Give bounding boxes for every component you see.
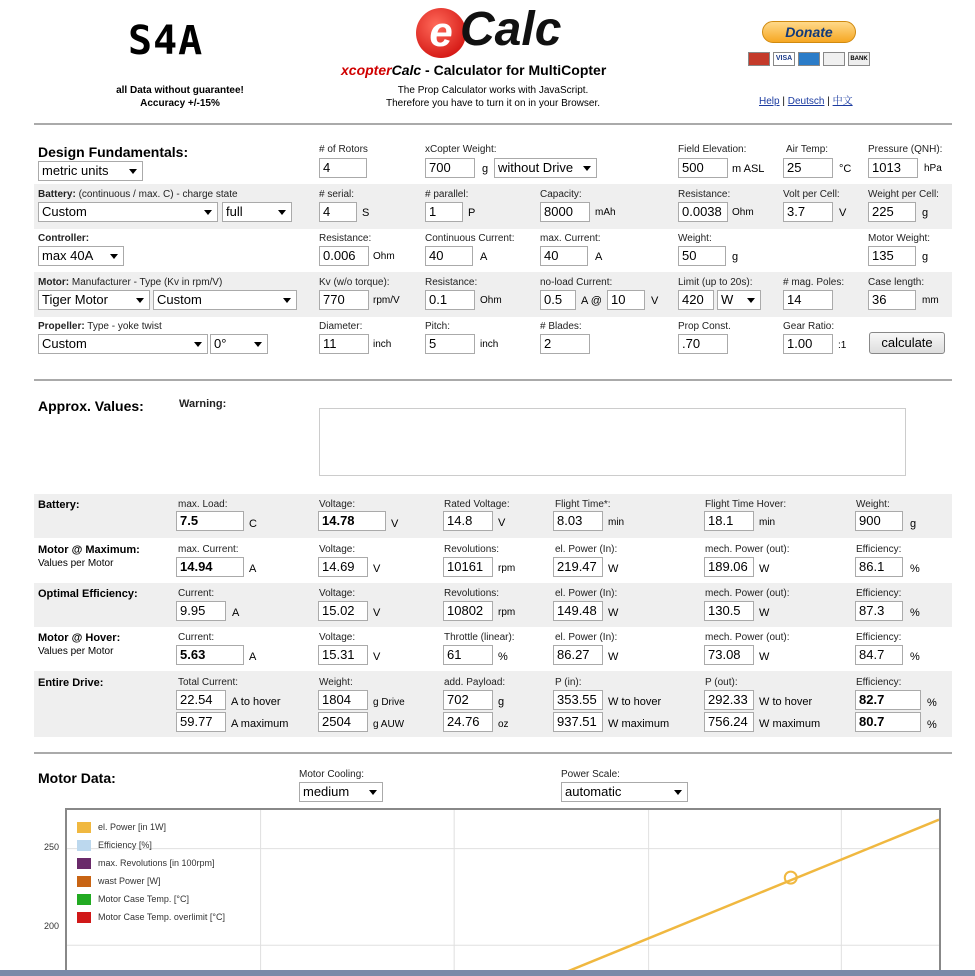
total-current-label: Total Current:: [178, 677, 239, 688]
controller-select-value: max 40A: [42, 248, 94, 263]
motor-data-chart: [65, 808, 941, 976]
rated-voltage-value: 14.8: [443, 511, 493, 531]
optimal-voltage-label: Voltage:: [319, 588, 356, 599]
amex-icon: [798, 52, 820, 66]
payload-oz-unit: oz: [498, 719, 509, 730]
motor-max-label: Motor @ Maximum:: [38, 544, 140, 556]
optimal-voltage-value: 15.02: [318, 601, 368, 621]
optimal-elp-unit: W: [608, 607, 619, 619]
power-scale-value: automatic: [565, 784, 622, 799]
diameter-input[interactable]: 11: [319, 334, 369, 354]
hover-current-label: Current:: [178, 632, 215, 643]
parallel-label: # parallel:: [425, 189, 469, 200]
motor-max-elp-value: 219.47: [553, 557, 603, 577]
pin-label: P (in):: [555, 677, 582, 688]
motor-resistance-unit: Ohm: [480, 295, 502, 306]
flight-time-value: 8.03: [553, 511, 603, 531]
controller-label: Controller:: [38, 233, 90, 244]
warning-label: Warning:: [179, 398, 227, 410]
propeller-label: [38, 321, 162, 332]
elevation-unit: m ASL: [732, 163, 765, 175]
throttle-label: Throttle (linear):: [444, 632, 515, 643]
case-length-label: Case length:: [868, 277, 925, 288]
hover-current-value: 5.63: [176, 645, 244, 665]
window-bottom-bar: [0, 970, 975, 976]
motor-manufacturer-select[interactable]: [38, 290, 150, 310]
propeller-label-bold: Propeller:: [38, 321, 85, 332]
optimal-rev-value: 10802: [443, 601, 493, 621]
noload-voltage-unit: V: [651, 295, 659, 307]
air-temp-unit: °C: [839, 163, 852, 175]
hover-mech-label: mech. Power (out):: [705, 632, 790, 643]
legend-swatch: [77, 876, 91, 887]
s4a-logo: S4A: [128, 18, 204, 64]
motor-max-sub: Values per Motor: [38, 558, 114, 569]
motor-cooling-label: Motor Cooling:: [299, 769, 365, 780]
pressure-label: Pressure (QNH):: [868, 144, 943, 155]
battery-voltage-value: 14.78: [318, 511, 386, 531]
limit-unit-select[interactable]: [717, 290, 761, 310]
help-link[interactable]: Help: [759, 96, 780, 107]
kv-input[interactable]: 770: [319, 290, 369, 310]
serial-input[interactable]: 4: [319, 202, 357, 222]
rated-voltage-label: Rated Voltage:: [444, 499, 510, 510]
noload-voltage-input[interactable]: 10: [607, 290, 645, 310]
subtitle-brand-calc: Calc: [391, 62, 422, 78]
motor-data-title: Motor Data:: [38, 770, 116, 786]
motor-max-voltage-unit: V: [373, 563, 381, 575]
elevation-label: Field Elevation:: [678, 144, 747, 155]
gear-ratio-label: Gear Ratio:: [783, 321, 835, 332]
hover-elp-value: 86.27: [553, 645, 603, 665]
flight-time-label: Flight Time*:: [555, 499, 611, 510]
optimal-rev-label: Revolutions:: [444, 588, 500, 599]
legend-label: Efficiency [%]: [98, 840, 152, 850]
weight-auw-unit: g AUW: [373, 719, 405, 730]
legend-item: [77, 908, 225, 926]
hover-voltage-label: Voltage:: [319, 632, 356, 643]
motor-max-rev-label: Revolutions:: [444, 544, 500, 555]
blades-input[interactable]: 2: [540, 334, 590, 354]
volt-per-cell-input[interactable]: 3.7: [783, 202, 833, 222]
chevron-down-icon: [747, 298, 755, 303]
entire-eff-max-unit: %: [927, 719, 937, 731]
pin-max-unit: W maximum: [608, 718, 670, 730]
weight-unit: g: [482, 163, 489, 175]
link-separator: |: [827, 96, 830, 107]
case-length-unit: mm: [922, 295, 939, 306]
serial-label: # serial:: [319, 189, 355, 200]
approx-title: Approx. Values:: [38, 398, 144, 414]
power-scale-select[interactable]: [561, 782, 688, 802]
battery-label: [38, 189, 238, 200]
optimal-mech-label: mech. Power (out):: [705, 588, 790, 599]
hover-eff-unit: %: [910, 651, 920, 663]
diameter-label: Diameter:: [319, 321, 363, 332]
legend-label: Motor Case Temp. overlimit [°C]: [98, 912, 225, 922]
optimal-label: Optimal Efficiency:: [38, 588, 138, 600]
hover-mech-value: 73.08: [704, 645, 754, 665]
kv-unit: rpm/V: [373, 295, 400, 306]
divider: [34, 379, 952, 381]
optimal-eff-value: 87.3: [855, 601, 903, 621]
chevron-down-icon: [278, 210, 286, 215]
weight-label: xCopter Weight:: [425, 144, 497, 155]
weight-input[interactable]: 700: [425, 158, 475, 178]
hover-current-unit: A: [249, 651, 257, 663]
limit-unit-value: W: [721, 292, 734, 307]
mag-poles-label: # mag. Poles:: [783, 277, 845, 288]
battery-weight-value: 900: [855, 511, 903, 531]
diameter-unit: inch: [373, 339, 392, 350]
pout-max-value: 756.24: [704, 712, 754, 732]
motor-cooling-select[interactable]: [299, 782, 383, 802]
hover-elp-unit: W: [608, 651, 619, 663]
chevron-down-icon: [136, 298, 144, 303]
capacity-input[interactable]: 8000: [540, 202, 590, 222]
blades-label: # Blades:: [540, 321, 582, 332]
weight-mode-select[interactable]: [494, 158, 597, 178]
rotors-label: # of Rotors: [319, 144, 368, 155]
weight-mode-value: without Drive: [498, 160, 574, 175]
motor-weight-label: Motor Weight:: [868, 233, 931, 244]
motor-label: [38, 277, 222, 288]
hover-voltage-value: 15.31: [318, 645, 368, 665]
controller-resistance-label: Resistance:: [319, 233, 372, 244]
weight-per-cell-input[interactable]: 225: [868, 202, 916, 222]
legend-label: el. Power [in 1W]: [98, 822, 167, 832]
noload-current-input[interactable]: 0.5: [540, 290, 576, 310]
motor-max-elp-label: el. Power (In):: [555, 544, 618, 555]
motor-max-current-unit: A: [249, 563, 257, 575]
entire-eff-max-value: 80.7: [855, 712, 921, 732]
optimal-current-value: 9.95: [176, 601, 226, 621]
chinese-link[interactable]: 中文: [832, 96, 853, 107]
motor-max-rev-unit: rpm: [498, 563, 516, 574]
pin-hover-value: 353.55: [553, 690, 603, 710]
legend-item: [77, 854, 225, 872]
legend-item: [77, 836, 225, 854]
volt-per-cell-unit: V: [839, 207, 847, 219]
battery-resistance-unit: Ohm: [732, 207, 754, 218]
divider: [34, 123, 952, 125]
rated-voltage-unit: V: [498, 517, 506, 529]
power-scale-label: Power Scale:: [561, 769, 620, 780]
pitch-unit: inch: [480, 339, 499, 350]
legend-item: [77, 890, 225, 908]
battery-resistance-label: Resistance:: [678, 189, 731, 200]
legend-swatch: [77, 894, 91, 905]
weight-per-cell-unit: g: [922, 207, 929, 219]
chevron-down-icon: [194, 342, 202, 347]
total-current-max-unit: A maximum: [231, 718, 289, 730]
continuous-current-unit: A: [480, 251, 488, 263]
optimal-voltage-unit: V: [373, 607, 381, 619]
chevron-down-icon: [283, 298, 291, 303]
weight-per-cell-label: Weight per Cell:: [868, 189, 939, 200]
case-length-input[interactable]: 36: [868, 290, 916, 310]
charge-state-select[interactable]: [222, 202, 292, 222]
parallel-unit: P: [468, 207, 476, 219]
chevron-down-icon: [369, 790, 377, 795]
elevation-input[interactable]: 500: [678, 158, 728, 178]
flight-time-hover-unit: min: [759, 517, 776, 528]
motor-resistance-input[interactable]: 0.1: [425, 290, 475, 310]
total-current-hover-value: 22.54: [176, 690, 226, 710]
capacity-unit: mAh: [595, 207, 616, 218]
payload-g-unit: g: [498, 696, 505, 708]
warning-textarea[interactable]: [319, 408, 906, 476]
legend-swatch: [77, 840, 91, 851]
entire-eff-hover-unit: %: [927, 697, 937, 709]
chevron-down-icon: [129, 169, 137, 174]
pin-max-value: 937.51: [553, 712, 603, 732]
battery-type-value: Custom: [42, 204, 87, 219]
motor-manufacturer-value: Tiger Motor: [42, 292, 108, 307]
battery-resistance-input[interactable]: 0.0038: [678, 202, 728, 222]
optimal-rev-unit: rpm: [498, 607, 516, 618]
pout-hover-unit: W to hover: [759, 696, 813, 708]
y-tick-label: 250: [44, 842, 60, 852]
page-subtitle: [341, 62, 606, 78]
motor-label-bold: Motor:: [38, 277, 70, 288]
air-temp-input[interactable]: 25: [783, 158, 833, 178]
battery-voltage-label: Voltage:: [319, 499, 356, 510]
legend-item: [77, 818, 225, 836]
flight-time-hover-value: 18.1: [704, 511, 754, 531]
motor-cooling-value: medium: [303, 784, 350, 799]
yoke-twist-select[interactable]: [210, 334, 268, 354]
optimal-mech-unit: W: [759, 607, 770, 619]
battery-weight-unit: g: [910, 518, 917, 530]
limit-label: Limit (up to 20s):: [678, 277, 753, 288]
motor-weight-unit: g: [922, 251, 929, 263]
rotors-input[interactable]: 4: [319, 158, 367, 178]
air-temp-label: Air Temp:: [786, 144, 829, 155]
battery-type-select[interactable]: [38, 202, 218, 222]
noload-current-unit: A @: [581, 295, 602, 307]
motor-max-eff-label: Efficiency:: [856, 544, 902, 555]
optimal-current-label: Current:: [178, 588, 215, 599]
motor-max-voltage-label: Voltage:: [319, 544, 356, 555]
battery-label-rest: (continuous / max. C) - charge state: [75, 189, 238, 200]
payload-label: add. Payload:: [444, 677, 506, 688]
disclaimer-line1: all Data without guarantee!: [116, 85, 244, 96]
chart-legend: [77, 818, 225, 926]
design-title: Design Fundamentals:: [38, 144, 189, 160]
disclaimer: [90, 84, 270, 110]
motor-max-current-label: max. Current:: [178, 544, 239, 555]
payment-icons: [748, 52, 870, 66]
battery-voltage-unit: V: [391, 518, 399, 530]
optimal-eff-unit: %: [910, 607, 920, 619]
pitch-label: Pitch:: [425, 321, 451, 332]
y-tick-label: 200: [44, 921, 60, 931]
motor-type-select[interactable]: [153, 290, 297, 310]
optimal-current-unit: A: [232, 607, 240, 619]
total-current-hover-unit: A to hover: [231, 696, 281, 708]
chevron-down-icon: [204, 210, 212, 215]
ecalc-logo-text: Calc: [460, 3, 562, 56]
max-current-unit: A: [595, 251, 603, 263]
max-load-unit: C: [249, 518, 257, 530]
discover-icon: [823, 52, 845, 66]
weight-drive-unit: g Drive: [373, 697, 405, 708]
units-select[interactable]: [38, 161, 143, 181]
chevron-down-icon: [674, 790, 682, 795]
battery-weight-label: Weight:: [856, 499, 890, 510]
controller-select[interactable]: [38, 246, 124, 266]
motor-max-current-value: 14.94: [176, 557, 244, 577]
max-load-value: 7.5: [176, 511, 244, 531]
capacity-label: Capacity:: [540, 189, 582, 200]
yoke-twist-value: 0°: [214, 336, 227, 351]
max-load-label: max. Load:: [178, 499, 228, 510]
deutsch-link[interactable]: Deutsch: [787, 96, 825, 107]
ecalc-logo: [416, 4, 576, 62]
pin-hover-unit: W to hover: [608, 696, 662, 708]
motor-max-elp-unit: W: [608, 563, 619, 575]
pout-label: P (out):: [705, 677, 738, 688]
prop-const-input[interactable]: .70: [678, 334, 728, 354]
weight-auw-value: 2504: [318, 712, 368, 732]
legend-label: max. Revolutions [in 100rpm]: [98, 858, 215, 868]
hover-sub: Values per Motor: [38, 646, 114, 657]
motor-max-eff-unit: %: [910, 563, 920, 575]
series-line-el-power: [547, 820, 939, 976]
propeller-label-rest: Type - yoke twist: [84, 321, 162, 332]
gear-ratio-input[interactable]: 1.00: [783, 334, 833, 354]
pressure-unit: hPa: [924, 163, 942, 174]
pout-max-unit: W maximum: [759, 718, 821, 730]
hover-eff-label: Efficiency:: [856, 632, 902, 643]
limit-input[interactable]: 420: [678, 290, 714, 310]
units-select-value: metric units: [42, 163, 109, 178]
optimal-elp-value: 149.48: [553, 601, 603, 621]
payload-oz-value: 24.76: [443, 712, 493, 732]
calculate-button[interactable]: calculate: [869, 332, 945, 354]
motor-max-mech-value: 189.06: [704, 557, 754, 577]
legend-swatch: [77, 858, 91, 869]
hover-voltage-unit: V: [373, 651, 381, 663]
battery-label-bold: Battery:: [38, 189, 76, 200]
chevron-down-icon: [583, 166, 591, 171]
gear-ratio-unit: :1: [838, 340, 847, 351]
mastercard-icon: [748, 52, 770, 66]
hover-elp-label: el. Power (In):: [555, 632, 618, 643]
subtitle-brand-xcopter: xcopter: [341, 62, 392, 78]
entire-label: Entire Drive:: [38, 677, 104, 689]
prop-const-label: Prop Const.: [678, 321, 731, 332]
motor-max-mech-unit: W: [759, 563, 770, 575]
parallel-input[interactable]: 1: [425, 202, 463, 222]
divider: [34, 752, 952, 754]
legend-item: [77, 872, 225, 890]
header-links: [759, 92, 853, 107]
js-note-line2: Therefore you have to turn it on in your Browser.: [386, 98, 600, 109]
bank-icon: BANK: [848, 52, 870, 66]
motor-max-mech-label: mech. Power (out):: [705, 544, 790, 555]
throttle-value: 61: [443, 645, 493, 665]
mag-poles-input[interactable]: 14: [783, 290, 833, 310]
continuous-current-input[interactable]: 40: [425, 246, 473, 266]
max-current-input[interactable]: 40: [540, 246, 588, 266]
optimal-elp-label: el. Power (In):: [555, 588, 618, 599]
serial-unit: S: [362, 207, 370, 219]
payload-g-value: 702: [443, 690, 493, 710]
optimal-eff-label: Efficiency:: [856, 588, 902, 599]
pitch-input[interactable]: 5: [425, 334, 475, 354]
entire-weight-label: Weight:: [319, 677, 353, 688]
propeller-type-select[interactable]: [38, 334, 208, 354]
motor-max-eff-value: 86.1: [855, 557, 903, 577]
propeller-type-value: Custom: [42, 336, 87, 351]
motor-max-voltage-value: 14.69: [318, 557, 368, 577]
js-note-line1: The Prop Calculator works with JavaScript.: [397, 85, 589, 96]
controller-weight-label: Weight:: [678, 233, 712, 244]
controller-weight-input[interactable]: 50: [678, 246, 726, 266]
motor-type-value: Custom: [157, 292, 202, 307]
weight-drive-value: 1804: [318, 690, 368, 710]
chevron-down-icon: [254, 342, 262, 347]
js-note: [340, 84, 646, 110]
throttle-unit: %: [498, 651, 508, 663]
kv-label: Kv (w/o torque):: [319, 277, 390, 288]
motor-resistance-label: Resistance:: [425, 277, 478, 288]
pressure-input[interactable]: 1013: [868, 158, 918, 178]
motor-weight-input[interactable]: 135: [868, 246, 916, 266]
entire-eff-label: Efficiency:: [856, 677, 902, 688]
ecalc-logo-e: e: [416, 8, 466, 58]
hover-eff-value: 84.7: [855, 645, 903, 665]
chevron-down-icon: [110, 254, 118, 259]
link-separator: |: [782, 96, 785, 107]
motor-label-rest: Manufacturer - Type (Kv in rpm/V): [69, 277, 223, 288]
legend-swatch: [77, 912, 91, 923]
subtitle-rest: - Calculator for MultiCopter: [421, 62, 607, 78]
total-current-max-value: 59.77: [176, 712, 226, 732]
visa-icon: VISA: [773, 52, 795, 66]
motor-max-rev-value: 10161: [443, 557, 493, 577]
pout-hover-value: 292.33: [704, 690, 754, 710]
disclaimer-line2: Accuracy +/-15%: [140, 98, 220, 109]
charge-state-value: full: [226, 204, 243, 219]
entire-eff-hover-value: 82.7: [855, 690, 921, 710]
flight-time-hover-label: Flight Time Hover:: [705, 499, 787, 510]
noload-current-label: no-load Current:: [540, 277, 613, 288]
controller-weight-unit: g: [732, 251, 739, 263]
max-current-label: max. Current:: [540, 233, 601, 244]
volt-per-cell-label: Volt per Cell:: [783, 189, 840, 200]
legend-label: Motor Case Temp. [°C]: [98, 894, 189, 904]
results-battery-label: Battery:: [38, 499, 80, 511]
hover-label: Motor @ Hover:: [38, 632, 121, 644]
donate-button[interactable]: Donate: [762, 21, 856, 43]
legend-swatch: [77, 822, 91, 833]
legend-label: wast Power [W]: [98, 876, 161, 886]
hover-mech-unit: W: [759, 651, 770, 663]
optimal-mech-value: 130.5: [704, 601, 754, 621]
flight-time-unit: min: [608, 517, 625, 528]
controller-resistance-input[interactable]: 0.006: [319, 246, 369, 266]
controller-resistance-unit: Ohm: [373, 251, 395, 262]
continuous-current-label: Continuous Current:: [425, 233, 515, 244]
